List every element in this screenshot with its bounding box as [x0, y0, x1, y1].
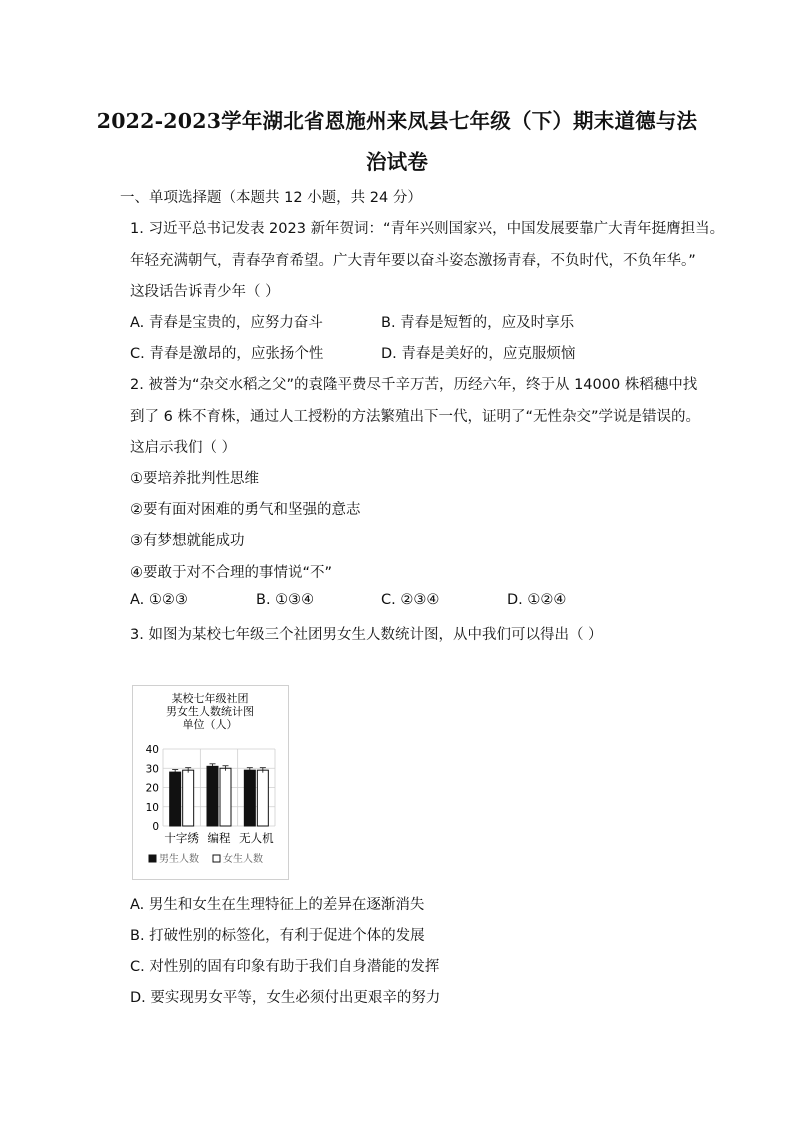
q2-item-4: ④要敢于对不合理的事情说“不”: [130, 565, 333, 581]
q2-option-b: B. ①③④: [256, 592, 315, 608]
chart-bar: [220, 768, 231, 826]
q2-stem-line1: 2. 被誉为“杂交水稻之父”的袁隆平费尽千辛万苦，历经六年，终于从 14000 株稻穗中找: [130, 377, 698, 393]
chart-bar: [257, 770, 268, 826]
chart-x-axis: [164, 831, 274, 845]
q1-option-d: D. 青春是美好的，应克服烦恼: [381, 346, 576, 362]
q2-item-3: ③有梦想就能成功: [130, 533, 245, 549]
chart-legend-swatch: [213, 855, 220, 862]
chart-x-tick-label: 无人机: [239, 831, 274, 845]
chart-legend-label: 女生人数: [223, 854, 263, 865]
chart-bars: [170, 764, 269, 826]
q3-stem-line1: 3. 如图为某校七年级三个社团男女生人数统计图，从中我们可以得出（ ）: [130, 627, 603, 643]
chart-svg: [133, 686, 288, 879]
q3-option-c: C. 对性别的固有印象有助于我们自身潜能的发挥: [130, 959, 440, 975]
chart-y-tick-label: 10: [145, 801, 159, 814]
chart-y-tick-label: 20: [145, 782, 159, 795]
chart-y-tick-label: 0: [152, 821, 159, 833]
chart-y-tick-label: 40: [145, 744, 159, 756]
q3-option-d: D. 要实现男女平等，女生必须付出更艰辛的努力: [130, 990, 441, 1006]
chart-legend-label: 男生人数: [159, 854, 199, 865]
chart-y-axis: [146, 744, 159, 833]
chart-unit-label: 单位（人）: [182, 718, 238, 731]
chart-bar: [170, 772, 181, 826]
club-gender-bar-chart: [132, 685, 289, 880]
section-heading: 一、单项选择题（本题共 12 小题，共 24 分）: [120, 190, 422, 206]
q2-stem-line2: 到了 6 株不育株，通过人工授粉的方法繁殖出下一代，证明了“无性杂交”学说是错误的。: [130, 409, 700, 425]
q2-option-c: C. ②③④: [381, 592, 440, 608]
exam-title-line1: 2022-2023学年湖北省恩施州来凤县七年级（下）期末道德与法: [96, 109, 698, 133]
q2-option-a: A. ①②③: [130, 592, 188, 608]
chart-bar: [207, 766, 218, 826]
q1-stem-line3: 这段话告诉青少年（ ）: [130, 284, 280, 300]
q1-option-c: C. 青春是激昂的，应张扬个性: [130, 346, 324, 362]
chart-legend-swatch: [149, 855, 156, 862]
chart-legend: [149, 852, 263, 865]
q3-option-b: B. 打破性别的标签化，有利于促进个体的发展: [130, 928, 425, 944]
chart-bar: [183, 770, 194, 826]
q2-stem-line3: 这启示我们（ ）: [130, 440, 237, 456]
chart-title: 某校七年级社团: [171, 692, 249, 705]
q2-option-d: D. ①②④: [507, 592, 567, 608]
q1-option-a: A. 青春是宝贵的，应努力奋斗: [130, 315, 323, 331]
q1-option-b: B. 青春是短暂的，应及时享乐: [381, 315, 575, 331]
q2-item-2: ②要有面对困难的勇气和坚强的意志: [130, 502, 361, 518]
q3-option-a: A. 男生和女生在生理特征上的差异在逐渐消失: [130, 897, 425, 913]
chart-x-tick-label: 十字绣: [164, 831, 199, 845]
q2-item-1: ①要培养批判性思维: [130, 471, 259, 487]
exam-title-line2: 治试卷: [365, 150, 429, 174]
q1-stem-line1: 1. 习近平总书记发表 2023 新年贺词：“青年兴则国家兴，中国发展要靠广大青年挺膺担当。: [130, 221, 725, 237]
q1-stem-line2: 年轻充满朝气，青春孕育希望。广大青年要以奋斗姿态激扬青春，不负时代，不负年华。”: [130, 253, 696, 269]
chart-bar: [244, 770, 255, 826]
chart-subtitle: 男女生人数统计图: [166, 705, 254, 718]
chart-y-tick-label: 30: [145, 763, 159, 776]
chart-x-tick-label: 编程: [207, 831, 231, 845]
